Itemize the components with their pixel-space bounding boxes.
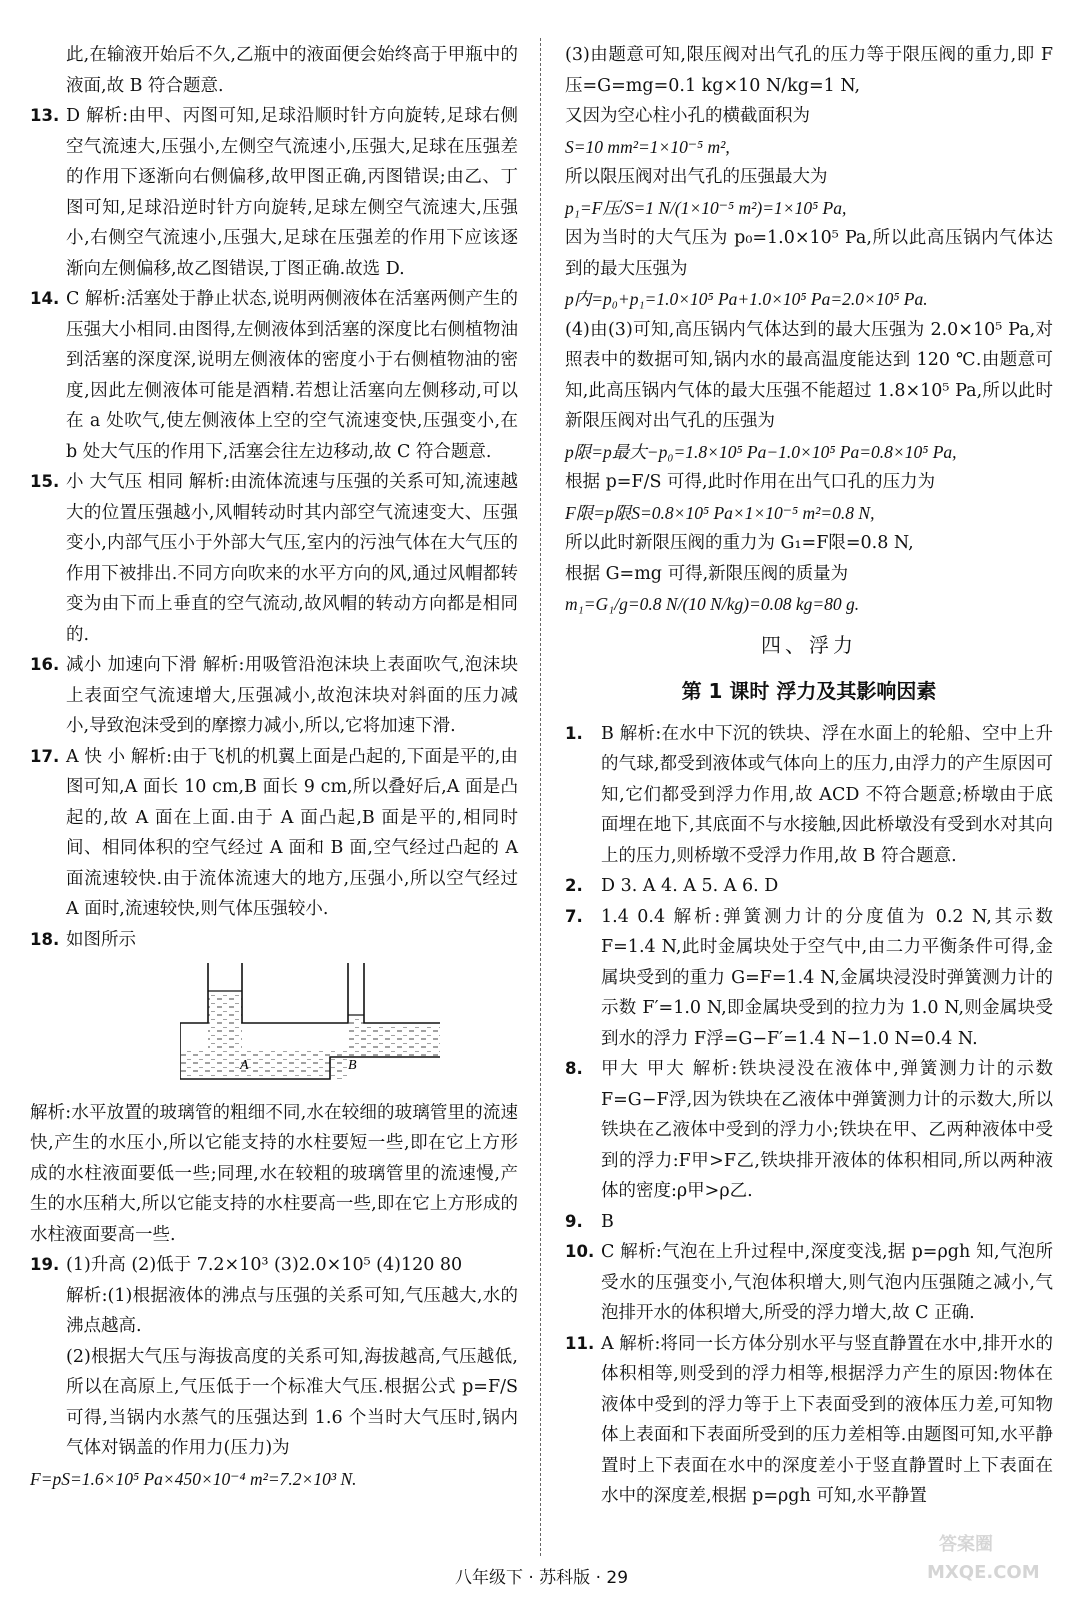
question-13 [30,101,518,284]
equation-p1: p₁=F压/S=1 N/(1×10⁻⁵ m²)=1×10⁵ Pa, [565,197,847,218]
left-column [30,40,518,1494]
equation-mass: m₁=G₁/g=0.8 N/(10 N/kg)=0.08 kg=80 g. [565,594,860,614]
question-18 [30,925,518,956]
question-body: B 解析:在水中下沉的铁块、浮在水面上的轮船、空中上升的气球,都受到液体或气体向上的压力,由浮力的产生原因可知,它们都受到浮力作用,故 ACD 不符合题意;桥墩由于底面埋在地下,其底面不与水接触,因此桥墩没有受到水对其向上的压力,则桥墩不受浮力作用,故 B 符合题意. [601,723,1053,866]
question-number: 16. [30,655,60,674]
analysis-18: 解析:水平放置的玻璃管的粗细不同,水在较细的玻璃管里的流速快,产生的水压小,所以它能支持的水柱要短一些,即在它上方形成的水柱液面要低一些;同理,水在较粗的玻璃管里的流速慢,产生的水压稍大,所以它能支持的水柱要高一些,即在它上方形成的水柱液面要高一些. [30,1102,518,1245]
question-body: A 快 小 解析:由于飞机的机翼上面是凸起的,下面是平的,由图可知,A 面长 10 cm,B 面长 9 cm,所以叠好后,A 面是凸起的,故 A 面在上面.由于 A 面凸起,B 面是平的,相同时间、相同体积的空气经过 A 面和 B 面,空气经过凸起的 A 面流速较快.由于流体流速大的地方,压强小,所以空气经过 A 面时,流速较快,则气体压强较小. [66,746,518,919]
label-b: B [348,1058,357,1073]
question-16 [30,650,518,742]
watermark-line1: 答案圈 [939,1534,993,1555]
equation-f-limit: F限=p限S=0.8×10⁵ Pa×1×10⁻⁵ m²=0.8 N, [565,502,875,523]
text-line: 因为当时的大气压为 p₀=1.0×10⁵ Pa,所以此高压锅内气体达到的最大压强为 [565,228,1053,279]
question-number: 8. [565,1059,583,1078]
equation-area: S=10 mm²=1×10⁻⁵ m², [565,136,730,157]
question-number: 19. [30,1255,60,1274]
question-body: 小 大气压 相同 解析:由流体流速与压强的关系可知,流速越大的位置压强越小,风帽转动时其内部空气流速变大、压强变小,内部气压小于外部大气压,室内的污浊气体在大气压的作用下被排出.不同方向吹来的水平方向的风,通过风帽都转变为由下而上垂直的空气流动,故风帽的转动方向都是相同的. [66,472,518,645]
glass-tube-diagram [180,963,440,1081]
question-number: 17. [30,746,60,766]
question-1 [565,719,1053,872]
text-line: 根据 G=mg 可得,新限压阀的质量为 [565,563,849,584]
question-7 [565,902,1053,1055]
question-body: C 解析:气泡在上升过程中,深度变浅,据 p=ρgh 知,气泡所受水的压强变小,气泡体积增大,则气泡内压强随之减小,气泡排开水的体积增大,所受的浮力增大,故 C 正确. [601,1242,1053,1323]
question-11 [565,1329,1053,1512]
analysis-part4: (4)由(3)可知,高压锅内气体达到的最大压强为 2.0×10⁵ Pa,对照表中的数据可知,锅内水的最高温度能达到 120 ℃.由题意可知,此高压锅内气体的最大压强不能超过 1.8×10⁵ Pa,所以此时新限压阀对出气孔的压强为 [565,319,1053,431]
question-number: 11. [565,1333,595,1353]
watermark-line2: MXQE.COM [927,1562,1040,1583]
question-body: (1)升高 (2)低于 7.2×10³ (3)2.0×10⁵ (4)120 80 [66,1255,463,1275]
right-column [565,40,1053,1512]
question-body: D 解析:由甲、丙图可知,足球沿顺时针方向旋转,足球右侧空气流速大,压强小,左侧空气流速小,压强大,足球在压强差的作用下逐渐向右侧偏移,故甲图正确,丙图错误;由乙、丁图可知,足球沿逆时针方向旋转,足球左侧空气流速大,压强小,右侧空气流速小,压强大,足球在压强差的作用下应该逐渐向左侧偏移,故乙图错误,丁图正确.故选 D. [66,106,518,279]
question-number: 18. [30,929,60,949]
question-body: B [601,1211,614,1232]
page-footer: 八年级下 · 苏科版 · 29 [454,1568,629,1588]
question-body: D 3. A 4. A 5. A 6. D [601,876,779,896]
question-14 [30,284,518,467]
question-number: 9. [565,1211,583,1231]
question-number: 2. [565,876,583,895]
text-line: 所以限压阀对出气孔的压强最大为 [565,167,828,187]
question-19 [30,1250,518,1281]
analysis-19-part2: (2)根据大气压与海拔高度的关系可知,海拔越高,气压越低,所以在高原上,气压低于一个标准大气压.根据公式 p=F/S 可得,当锅内水蒸气的压强达到 1.6 个当时大气压时,锅内气体对锅盖的作用力(压力)为 [66,1346,518,1458]
question-number: 1. [565,723,583,743]
section-title: 四、浮力 [761,632,857,657]
question-15 [30,467,518,650]
question-body: 1.4 0.4 解析:弹簧测力计的分度值为 0.2 N,其示数 F=1.4 N,此时金属块处于空气中,由二力平衡条件可得,金属块受到的重力 G=F=1.4 N,金属块浸没时弹簧测力计的示数 F′=1.0 N,即金属块受到的拉力为 1.0 N,则金属块受到水的浮力 F浮=G−F′=1.4 N−1.0 N=0.4 N. [601,906,1053,1049]
equation-p-limit: p限=p最大−p₀=1.8×10⁵ Pa−1.0×10⁵ Pa=0.8×10⁵ Pa, [565,441,957,462]
lesson-title: 第 1 课时 浮力及其影响因素 [681,679,937,703]
text-line: 又因为空心柱小孔的横截面积为 [565,106,810,126]
question-9 [565,1207,1053,1238]
analysis-19-part1: 解析:(1)根据液体的沸点与压强的关系可知,气压越大,水的沸点越高. [66,1285,518,1336]
question-body: A 解析:将同一长方体分别水平与竖直静置在水中,排开水的体积相等,则受到的浮力相等,根据浮力产生的原因:物体在液体中受到的浮力等于上下表面受到的液体压力差,可知物体上表面和下表面所受到的压力差相等.由题图可知,水平静置时上下表面在水中的深度差小于竖直静置时上下表面在水中的深度差,根据 p=ρgh 可知,水平静置 [601,1333,1053,1506]
question-number: 15. [30,472,60,491]
question-2-6 [565,871,1053,902]
question-17 [30,742,518,925]
continued-answer: 此,在输液开始后不久,乙瓶中的液面便会始终高于甲瓶中的液面,故 B 符合题意. [66,45,518,96]
question-number: 10. [565,1242,595,1261]
question-body: C 解析:活塞处于静止状态,说明两侧液体在活塞两侧产生的压强大小相同.由图得,左侧液体到活塞的深度比右侧植物油到活塞的深度深,说明左侧液体的密度小于右侧植物油的密度,因此左侧液体可能是酒精.若想让活塞向左侧移动,可以在 a 处吹气,使左侧液体上空的空气流速变快,压强变小,在 b 处大气压的作用下,活塞会往左边移动,故 C 符合题意. [66,289,518,462]
question-body: 如图所示 [66,929,136,950]
question-number: 7. [565,906,583,926]
label-a: A [240,1058,249,1073]
equation-p-inner: p内=p₀+p₁=1.0×10⁵ Pa+1.0×10⁵ Pa=2.0×10⁵ Pa. [565,289,928,309]
text-line: 所以此时新限压阀的重力为 G₁=F限=0.8 N, [565,533,914,553]
equation-force: F=pS=1.6×10⁵ Pa×450×10⁻⁴ m²=7.2×10³ N. [30,1468,357,1489]
question-body: 甲大 甲大 解析:铁块浸没在液体中,弹簧测力计的示数 F=G−F浮,因为铁块在乙液体中弹簧测力计的示数大,所以铁块在乙液体中受到的浮力小;铁块在甲、乙两种液体中受到的浮力:F甲>F乙,铁块排开液体的体积相同,所以两种液体的密度:ρ甲>ρ乙. [601,1059,1053,1201]
analysis-part3: (3)由题意可知,限压阀对出气孔的压力等于限压阀的重力,即 F压=G=mg=0.1 kg×10 N/kg=1 N, [565,45,1053,96]
question-number: 13. [30,106,60,125]
watermark-logo [919,1520,1069,1590]
text-line: 根据 p=F/S 可得,此时作用在出气口孔的压力为 [565,472,936,492]
question-8 [565,1054,1053,1207]
question-body: 减小 加速向下滑 解析:用吸管沿泡沫块上表面吹气,泡沫块上表面空气流速增大,压强减小,故泡沫块对斜面的压力减小,导致泡沫受到的摩擦力减小,所以,它将加速下滑. [66,655,518,736]
question-number: 14. [30,289,60,308]
question-10 [565,1237,1053,1329]
column-divider [540,38,541,1556]
